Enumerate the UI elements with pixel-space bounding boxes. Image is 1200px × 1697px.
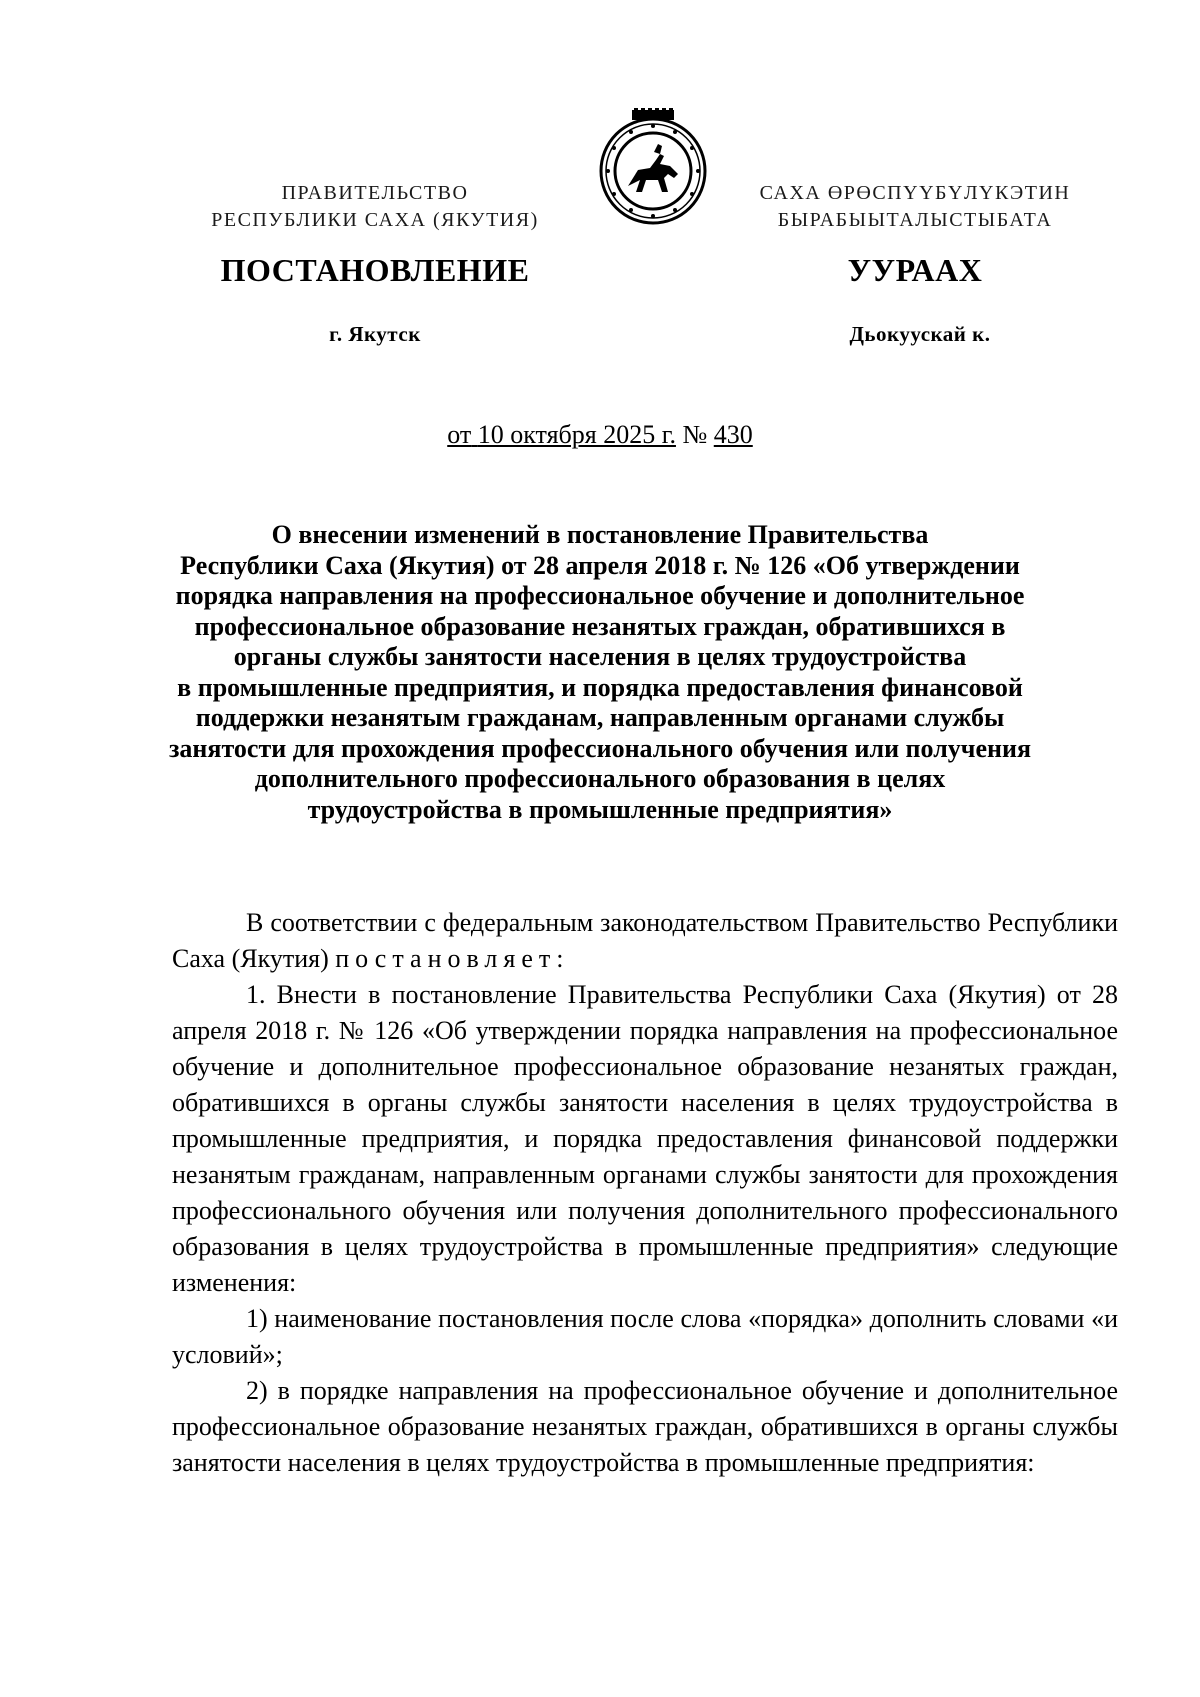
government-name-line2: РЕСПУБЛИКИ САХА (ЯКУТИЯ) [211,209,539,231]
title-line: дополнительного профессионального образования в целях [254,764,946,793]
title-line: О внесении изменений в постановление Правительства [271,520,929,549]
title-line: порядка направления на профессиональное обучение и дополнительное [175,581,1025,610]
doc-type-sakha: УУРААХ [847,252,983,288]
title-line: органы службы занятости населения в целях трудоустройства [233,642,967,671]
title-line: в промышленные предприятия, и порядка предоставления финансовой [177,672,1023,702]
government-name-sakha-line1: САХА ӨРӨСПҮҮБҮЛҮКЭТИН [759,182,1071,204]
date-prefix: от [447,420,472,449]
paragraph-1-2: 2) в порядке направления на профессиональное обучение и дополнительное профессиональное образование незанятых граждан, обратившихся в органы службы занятости населения в целях трудоустройства в промышленные предприятия: [172,1376,1118,1477]
title-line: поддержки незанятым гражданам, направленным органами службы [195,703,1005,732]
intro-text: В соответствии с федеральным законодательством Правительство Республики Саха (Якутия) [172,908,1118,973]
title-line: профессиональное образование незанятых граждан, обратившихся в [194,611,1006,641]
doc-type-russian: ПОСТАНОВЛЕНИЕ [220,252,530,288]
government-name-sakha [725,180,1105,234]
city-sakha: Дьокуускай к. [849,322,991,346]
document-body [172,905,1118,1481]
government-name-line1: ПРАВИТЕЛЬСТВО [281,182,469,204]
document-number: 430 [713,420,753,449]
document-date-number [0,420,1200,450]
paragraph-1: 1. Внести в постановление Правительства Республики Саха (Якутия) от 28 апреля 2018 г. № 126 «Об утверждении порядка направления на профессиональное обучение и дополнительное профессиональное образование незанятых граждан, обратившихся в органы службы занятости населения в целях трудоустройства в промышленные предприятия, и порядка предоставления финансовой поддержки незанятым гражданам, направленным органами службы занятости для прохождения профессионального обучения или получения дополнительного профессионального образования в целях трудоустройства в промышленные предприятия» следующие изменения: [172,980,1118,1297]
intro-paragraph [172,905,1118,977]
resolves-word: постановляет: [335,944,570,973]
government-name-sakha-line2: БЫРАБЫЫТАЛЫСТЫБАТА [777,209,1053,231]
title-line: занятости для прохождения профессионального обучения или получения [168,733,1032,763]
government-name-russian [175,180,575,234]
coat-of-arms-icon [598,108,708,228]
document-title [150,520,1050,825]
city-russian: г. Якутск [329,322,421,346]
title-line: трудоустройства в промышленные предприятия» [307,794,893,824]
number-sign: № [682,420,708,449]
title-line: Республики Саха (Якутия) от 28 апреля 2018 г. № 126 «Об утверждении [180,550,1020,580]
document-date: 10 октября 2025 г. [477,420,676,449]
paragraph-1-1: 1) наименование постановления после слова «порядка» дополнить словами «и условий»; [172,1304,1118,1369]
